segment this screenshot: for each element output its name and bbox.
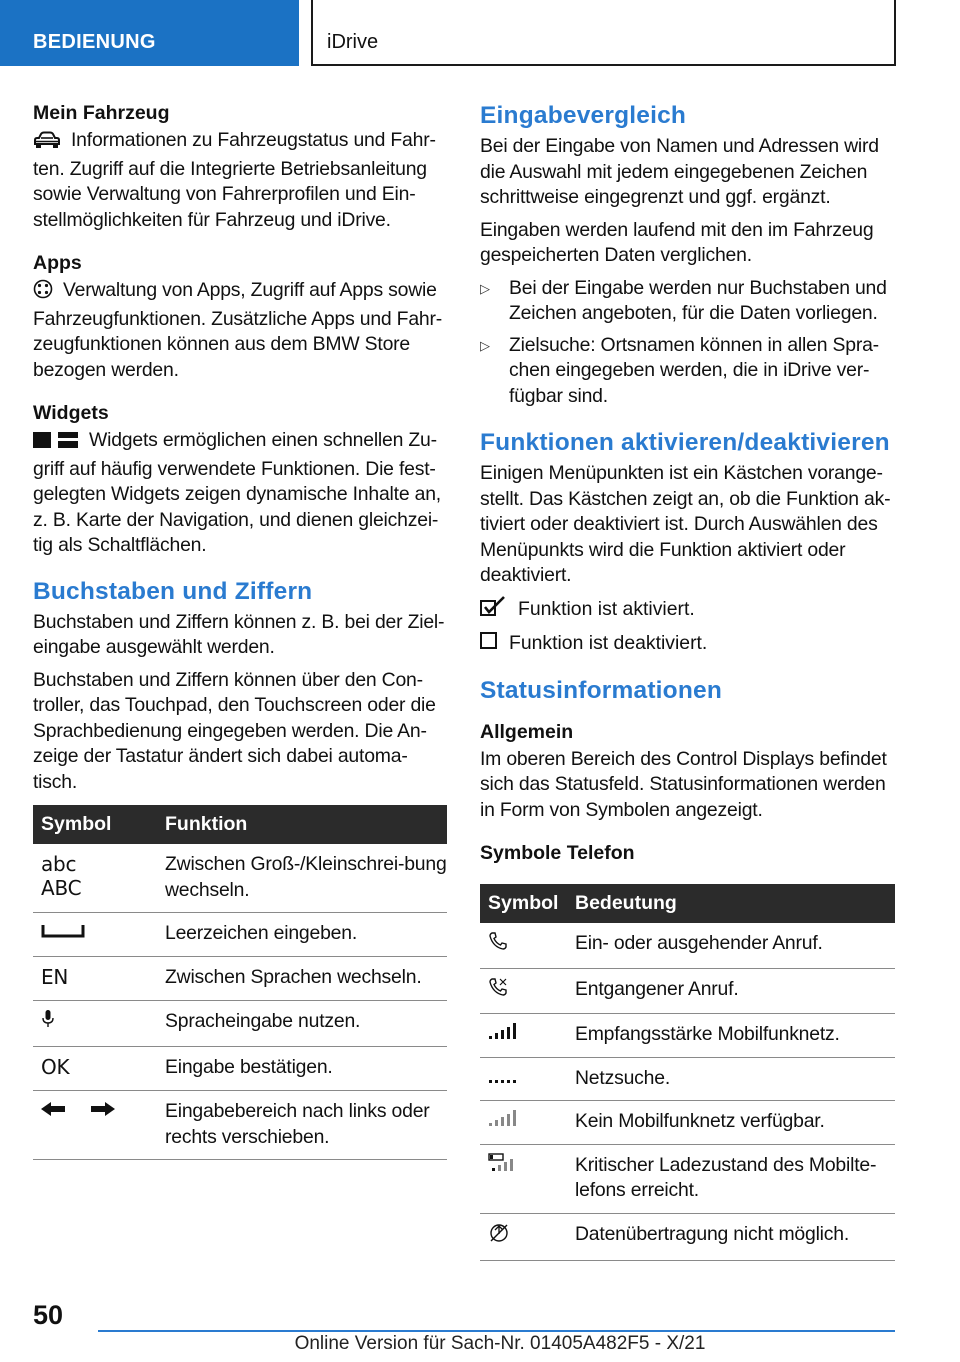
funktionen-heading: Funktionen aktivieren/deaktivieren — [480, 429, 890, 456]
function-cell: Spracheingabe nutzen. — [157, 1001, 447, 1047]
symbol-cell — [33, 1046, 157, 1091]
checked-row — [480, 596, 895, 624]
table-header-symbol: Symbol — [480, 884, 567, 923]
unchecked-row — [480, 631, 895, 657]
unchecked-label: Funktion ist deaktiviert. — [509, 632, 708, 654]
ok-symbol: OK — [41, 1054, 70, 1079]
widgets-icon — [33, 431, 79, 457]
right-column — [480, 100, 895, 1261]
table-header-function: Funktion — [157, 805, 447, 844]
symbol-cell — [33, 1001, 157, 1047]
table-row — [33, 956, 447, 1001]
footer-divider — [98, 1330, 895, 1332]
table-header-symbol: Symbol — [33, 805, 157, 844]
meaning-cell: Netzsuche. — [567, 1057, 895, 1101]
list-item: ▷ Bei der Eingabe werden nur Buchstaben und Zeichen angeboten, für die Daten vorliegen. — [480, 276, 895, 327]
eingabevergleich-list — [480, 276, 895, 410]
missed-call-icon — [488, 980, 508, 1002]
apps-text — [33, 278, 447, 383]
buchstaben-p2: Buchstaben und Ziffern können über den Con-troller, das Touchpad, den Touchscreen oder die Sprachbedienung eingegeben werden. Die An-zeige der Tastatur ändert sich dabei automa-tisch. — [33, 668, 436, 793]
table-header-meaning: Bedeutung — [567, 884, 895, 923]
no-network-icon — [488, 1110, 516, 1132]
keyboard-symbols-table — [33, 805, 447, 1160]
allgemein-heading: Allgemein — [480, 720, 574, 743]
function-cell: Eingabe bestätigen. — [157, 1046, 447, 1091]
footer-text: Online Version für Sach-Nr. 01405A482F5 - X/21 — [294, 1333, 706, 1354]
table-row — [33, 1001, 447, 1047]
meaning-cell: Datenübertragung nicht möglich. — [567, 1213, 895, 1261]
microphone-icon — [41, 1012, 55, 1034]
widgets-heading: Widgets — [33, 402, 109, 424]
phone-symbols-table — [480, 884, 895, 1261]
buchstaben-p1: Buchstaben und Ziffern können z. B. bei der Ziel-eingabe ausgewählt werden. — [33, 610, 445, 658]
section-title: BEDIENUNG — [0, 0, 299, 66]
low-battery-icon — [488, 1156, 516, 1178]
space-icon — [41, 922, 85, 944]
checkbox-checked-icon — [480, 596, 506, 624]
table-header-row — [33, 805, 447, 844]
table-row — [480, 1014, 895, 1058]
apps-heading: Apps — [33, 252, 82, 274]
abc-symbol: abc — [41, 852, 77, 876]
symbol-cell — [480, 1144, 567, 1213]
allgemein-text: Im oberen Bereich des Control Displays befindet sich das Statusfeld. Statusinformationen werden in Form von Symbolen angezeigt. — [480, 747, 887, 821]
signal-strength-icon — [488, 1023, 516, 1045]
table-row — [480, 1057, 895, 1101]
table-row — [480, 1101, 895, 1145]
table-row — [480, 1213, 895, 1261]
mein-fahrzeug-body: Informationen zu Fahrzeugstatus und Fahr-ten. Zugriff auf die Integrierte Betriebsanleitung sowie Verwaltung von Fahrerprofilen und Ein-stellmöglichkeiten für Fahrzeug und iDrive. — [33, 129, 436, 231]
function-cell: Zwischen Groß-/Kleinschrei-bung wechseln. — [157, 844, 447, 913]
car-icon — [33, 131, 61, 157]
symbol-cell — [480, 1101, 567, 1145]
function-cell: Eingabebereich nach links oder rechts verschieben. — [157, 1091, 447, 1160]
arrows-left-right-icon — [41, 1100, 115, 1122]
meaning-cell: Ein- oder ausgehender Anruf. — [567, 923, 895, 968]
checked-label: Funktion ist aktiviert. — [518, 597, 695, 620]
apps-icon — [33, 279, 53, 307]
network-search-icon — [488, 1067, 516, 1089]
buchstaben-heading: Buchstaben und Ziffern — [33, 577, 313, 605]
symbol-cell — [33, 956, 157, 1001]
table-row — [480, 1144, 895, 1213]
symbol-cell — [33, 844, 157, 913]
symbol-cell — [480, 1014, 567, 1058]
page-header — [0, 0, 960, 66]
status-heading: Statusinformationen — [480, 676, 723, 704]
table-row — [33, 1091, 447, 1160]
function-cell: Leerzeichen eingeben. — [157, 913, 447, 957]
symbol-cell — [480, 923, 567, 968]
chapter-title: iDrive — [311, 0, 896, 66]
page-number: 50 — [33, 1300, 64, 1330]
mein-fahrzeug-text — [33, 128, 447, 233]
symbol-cell — [480, 1213, 567, 1261]
widgets-body: Widgets ermöglichen einen schnellen Zu-griff auf häufig verwendete Funktionen. Die fest-gelegten Widgets zeigen dynamische Inhalte an, z. B. Karte der Navigation, und dienen gleichzei-tig als Schaltflächen. — [33, 429, 441, 556]
symbol-cell — [480, 968, 567, 1014]
no-data-icon — [488, 1227, 510, 1249]
telefon-heading: Symbole Telefon — [480, 842, 635, 864]
table-row — [480, 923, 895, 968]
symbol-cell — [33, 913, 157, 957]
table-row — [33, 1046, 447, 1091]
left-column — [33, 100, 447, 1160]
eingabevergleich-p2: Eingaben werden laufend mit den im Fahrzeug gespeicherten Daten verglichen. — [480, 218, 874, 266]
funktionen-p1: Einigen Menüpunkten ist ein Kästchen vorange-stellt. Das Kästchen zeigt an, ob die Funktion ak-tiviert oder deaktiviert ist. Durch Auswählen des Menüpunkts wird die Funktion aktiviert oder deaktiviert. — [480, 462, 891, 586]
meaning-cell: Kritischer Ladezustand des Mobilte-lefons erreicht. — [567, 1144, 895, 1213]
eingabevergleich-p1: Bei der Eingabe von Namen und Adressen wird die Auswahl mit jedem eingegebenen Zeichen schrittweise eingegrenzt und ggf. ergänzt. — [480, 135, 879, 208]
meaning-cell: Kein Mobilfunknetz verfügbar. — [567, 1101, 895, 1145]
table-row — [480, 968, 895, 1014]
abc-upper-symbol: ABC — [41, 876, 82, 900]
eingabevergleich-heading: Eingabevergleich — [480, 102, 687, 129]
symbol-cell — [480, 1057, 567, 1101]
widgets-text — [33, 428, 447, 559]
meaning-cell: Empfangsstärke Mobilfunknetz. — [567, 1014, 895, 1058]
table-header-row — [480, 884, 895, 923]
phone-call-icon — [488, 934, 508, 956]
list-item: ▷ Zielsuche: Ortsnamen können in allen Spra-chen eingegeben werden, die in iDrive ver-fügbar sind. — [480, 333, 895, 410]
symbol-cell — [33, 1091, 157, 1160]
language-symbol: EN — [41, 964, 69, 989]
meaning-cell: Entgangener Anruf. — [567, 968, 895, 1014]
apps-body: Verwaltung von Apps, Zugriff auf Apps sowie Fahrzeugfunktionen. Zusätzliche Apps und Fahr-zeugfunktionen können aus dem BMW Store bezogen werden. — [33, 279, 443, 381]
function-cell: Zwischen Sprachen wechseln. — [157, 956, 447, 1001]
checkbox-unchecked-icon — [480, 631, 497, 657]
table-row — [33, 913, 447, 957]
mein-fahrzeug-heading: Mein Fahrzeug — [33, 102, 170, 124]
table-row — [33, 844, 447, 913]
